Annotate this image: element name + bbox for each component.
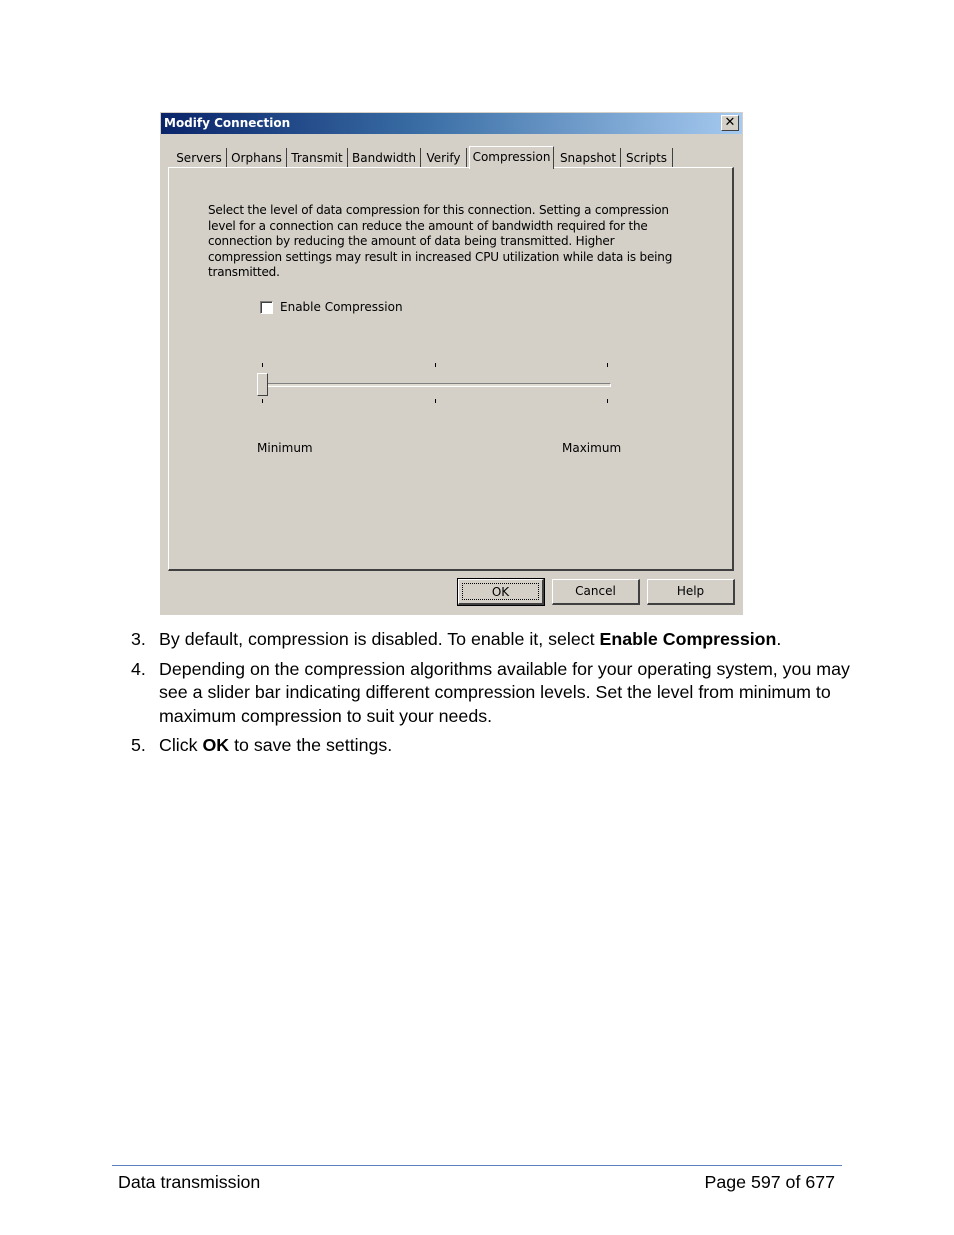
cancel-button[interactable]: Cancel	[552, 579, 640, 605]
slider-tick-top	[262, 363, 263, 367]
slider-thumb[interactable]	[257, 373, 268, 396]
slider-tick-top	[435, 363, 436, 367]
step-text: Depending on the compression algorithms available for your operating system, you may see a slider bar indicating different compression levels. Set the level from minimum to maximum compression to suit your needs.	[159, 658, 850, 726]
slider-track[interactable]	[261, 383, 611, 387]
dialog-titlebar[interactable]	[161, 113, 742, 134]
modify-connection-dialog	[160, 112, 743, 615]
step-number: 3.	[131, 629, 146, 649]
tab-snapshot[interactable]: Snapshot	[556, 148, 621, 168]
tab-bandwidth[interactable]: Bandwidth	[348, 148, 421, 168]
footer-page-number: Page 597 of 677	[704, 1172, 835, 1192]
slider-tick-bottom	[435, 399, 436, 403]
close-icon[interactable]: ✕	[721, 115, 739, 131]
slider-tick-bottom	[607, 399, 608, 403]
step-text-after: .	[776, 629, 782, 649]
tab-verify[interactable]: Verify	[421, 148, 467, 168]
step-bold: OK	[202, 735, 230, 755]
step-number: 5.	[131, 735, 146, 755]
dialog-title: Modify Connection	[164, 116, 291, 130]
tab-servers[interactable]: Servers	[172, 148, 227, 168]
tab-compression[interactable]: Compression	[469, 146, 554, 169]
tab-orphans[interactable]: Orphans	[227, 148, 287, 168]
footer-divider	[112, 1165, 842, 1166]
instruction-steps	[131, 628, 851, 764]
compression-description: Select the level of data compression for this connection. Setting a compression level for a connection can reduce the amount of bandwidth required for the connection by reducing the amount of data being transmitted. Higher compression settings may result in increased CPU utilization while data is being transmitted.	[208, 203, 673, 279]
help-button[interactable]: Help	[647, 579, 735, 605]
enable-compression-checkbox[interactable]	[260, 301, 273, 314]
ok-button-label: OK	[462, 583, 539, 600]
step-bold: Enable Compression	[599, 629, 777, 649]
tab-scripts[interactable]: Scripts	[621, 148, 673, 168]
compression-level-slider[interactable]	[257, 363, 622, 455]
step-text: Click	[159, 735, 203, 755]
compression-panel	[168, 167, 734, 571]
enable-compression-label[interactable]: Enable Compression	[280, 300, 403, 314]
slider-max-label: Maximum	[562, 441, 622, 455]
step-item	[131, 734, 851, 758]
ok-button[interactable]	[458, 579, 544, 605]
slider-tick-top	[607, 363, 608, 367]
step-text-after: to save the settings.	[229, 735, 393, 755]
footer-section-title: Data transmission	[118, 1172, 261, 1192]
tab-transmit[interactable]: Transmit	[287, 148, 348, 168]
slider-min-label: Minimum	[257, 441, 313, 455]
slider-tick-bottom	[262, 399, 263, 403]
step-item	[131, 628, 851, 652]
step-item	[131, 658, 851, 729]
step-text: By default, compression is disabled. To enable it, select	[159, 629, 600, 649]
step-number: 4.	[131, 658, 146, 679]
